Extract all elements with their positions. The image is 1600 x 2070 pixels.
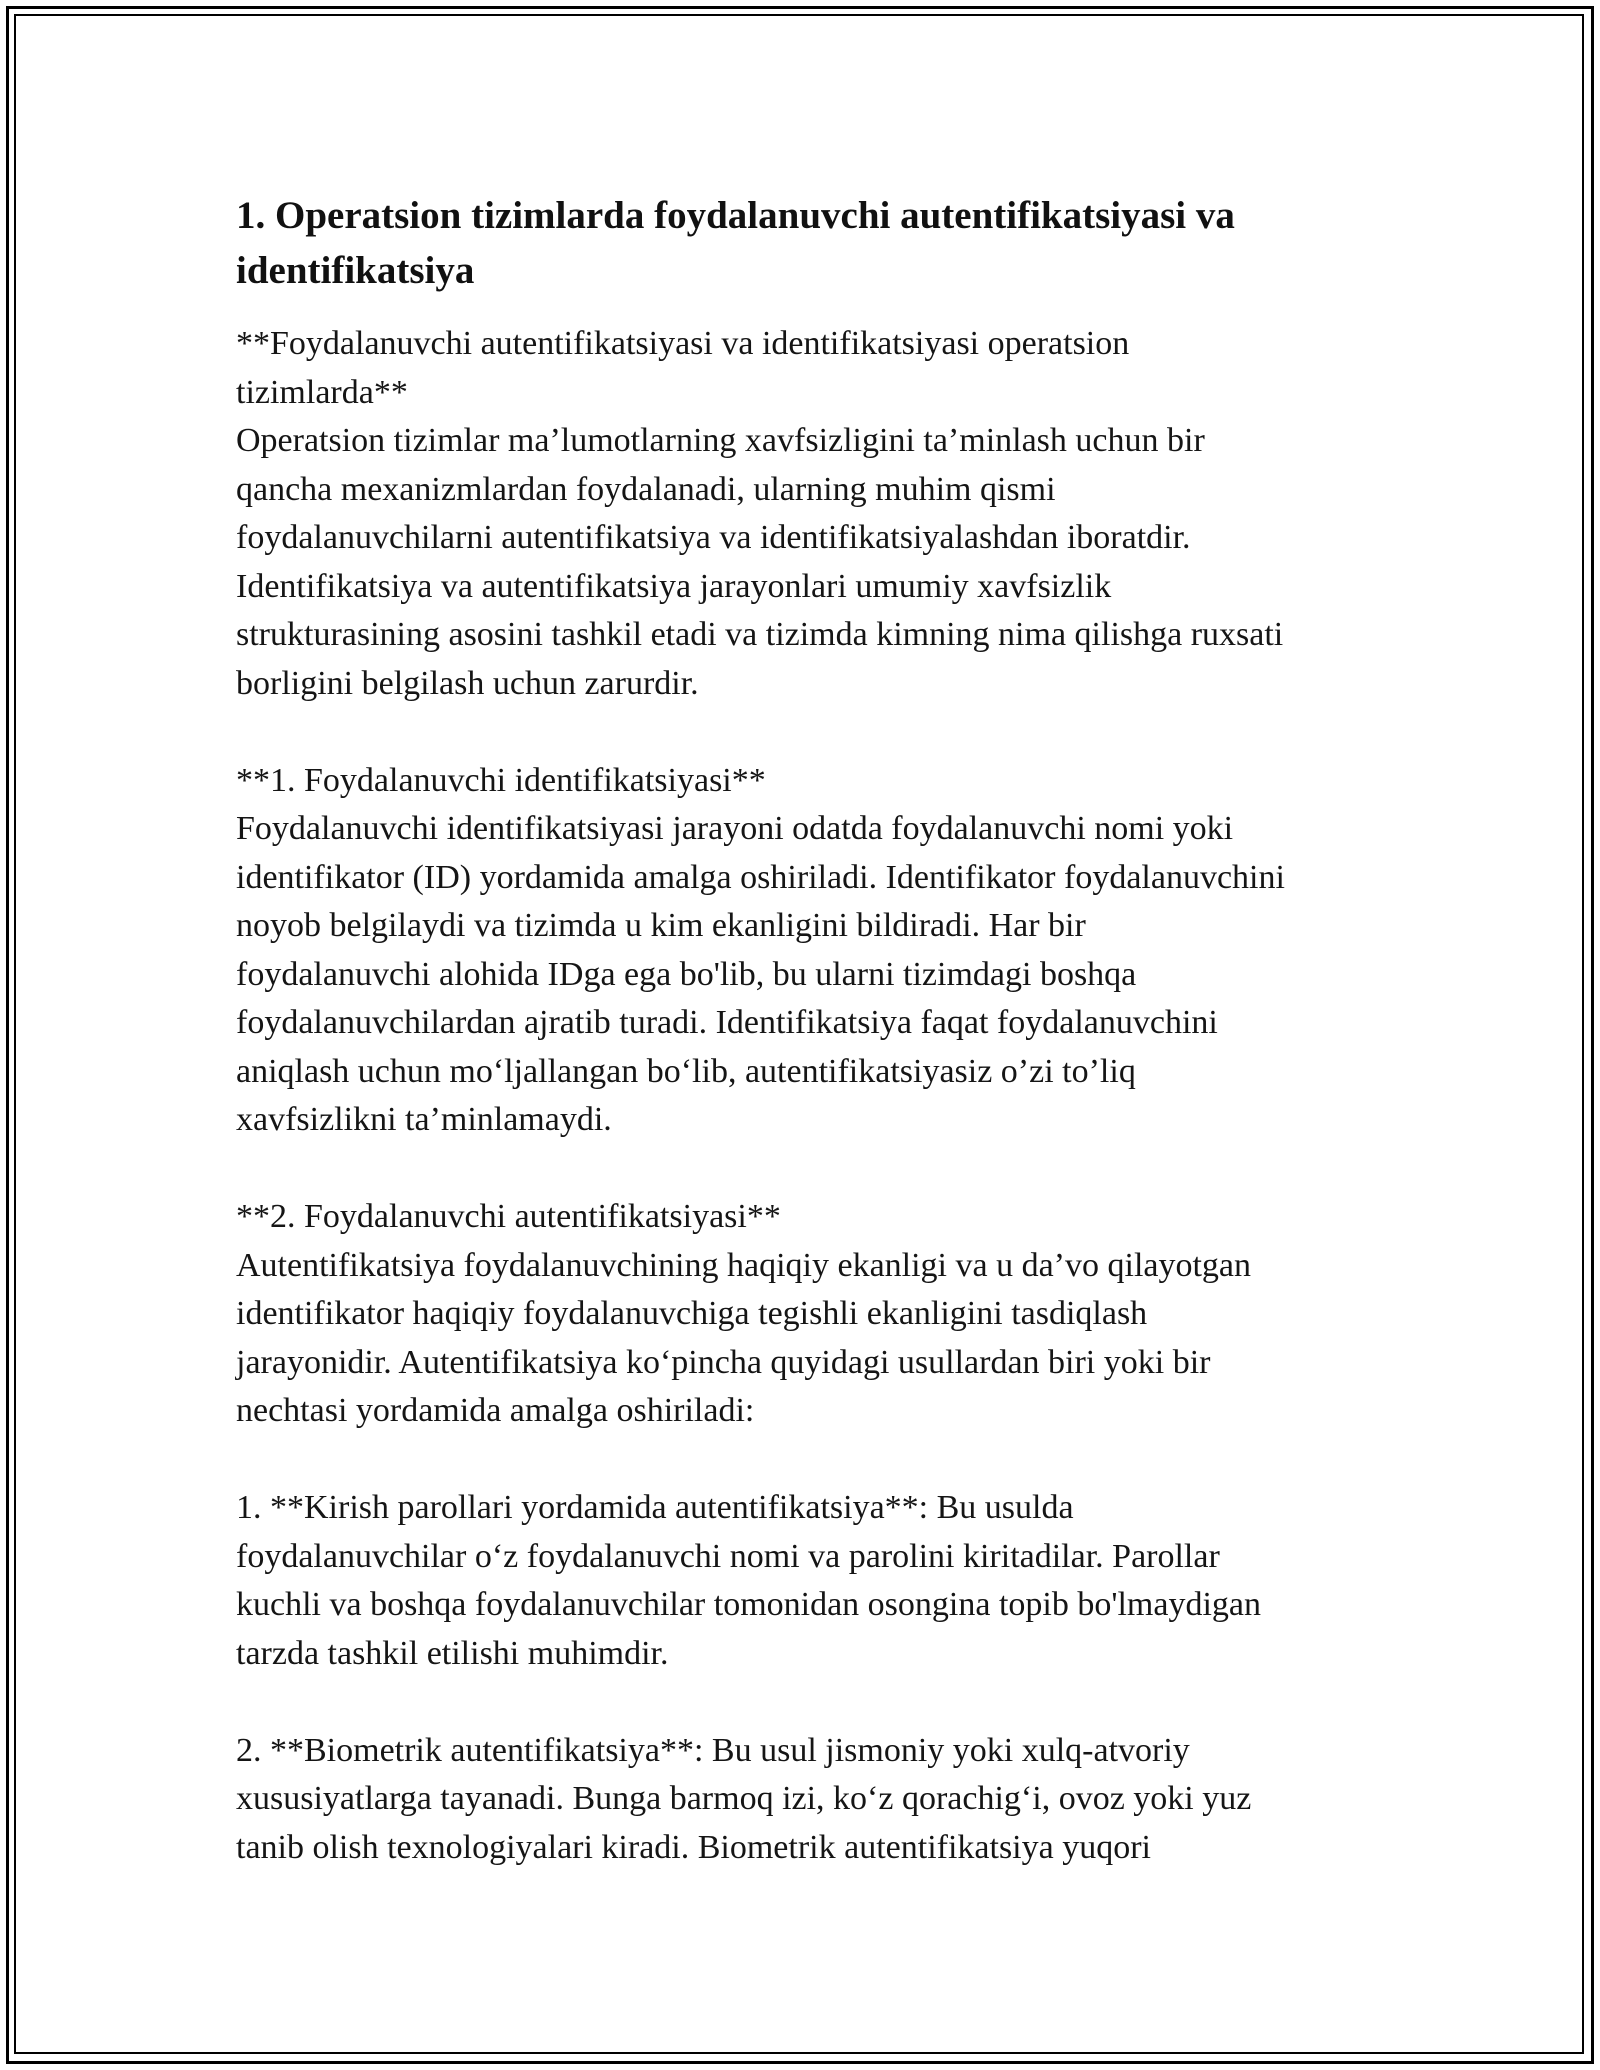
- body-text: **Foydalanuvchi autentifikatsiyasi va identifikatsiyasi operatsion tizimlarda** Operatsion tizimlar ma’lumotlarning xavfsizligini ta’minlash uchun bir qancha mexanizmlardan foydalanadi, ularning muhim qismi foydalanuvchilarni autentifikatsiya va identifikatsiyalashdan iboratdir. Identifikatsiya va autentifikatsiya jarayonlari umumiy xavfsizlik strukturasining asosini tashkil etadi va tizimda kimning nima qilishga ruxsati borligini belgilash uchun zarurdir. **1. Foydalanuvchi identifikatsiyasi** Foydalanuvchi identifikatsiyasi jarayoni odatda foydalanuvchi nomi yoki identifikator (ID) yordamida amalga oshiriladi. Identifikator foydalanuvchini noyob belgilaydi va tizimda u kim ekanligini bildiradi. Har bir foydalanuvchi alohida IDga ega bo'lib, bu ularni tizimdagi boshqa foydalanuvchilardan ajratib turadi. Identifikatsiya faqat foydalanuvchini aniqlash uchun mo‘ljallangan bo‘lib, autentifikatsiyasiz o’zi to’liq xavfsizlikni ta’minlamaydi. **2. Foydalanuvchi autentifikatsiyasi** Autentifikatsiya foydalanuvchining haqiqiy ekanligi va u da’vo qilayotgan identifikator haqiqiy foydalanuvchiga tegishli ekanligini tasdiqlash jarayonidir. Autentifikatsiya ko‘pincha quyidagi usullardan biri yoki bir nechtasi yordamida amalga oshiriladi: 1. **Kirish parollari yordamida autentifikatsiya**: Bu usulda foydalanuvchilar o‘z foydalanuvchi nomi va parolini kiritadilar. Parollar kuchli va boshqa foydalanuvchilar tomonidan osongina topib bo'lmaydigan tarzda tashkil etilishi muhimdir. 2. **Biometrik autentifikatsiya**: Bu usul jismoniy yoki xulq-atvoriy xususiyatlarga tayanadi. Bunga barmoq izi, ko‘z qorachig‘i, ovoz yoki yuz tanib olish texnologiyalari kiradi. Biometrik autentifikatsiya yuqori: [236, 325, 1285, 1866]
- section-heading: 1. Operatsion tizimlarda foydalanuvchi autentifikatsiyasi va identifikatsiya: [236, 194, 1235, 292]
- document-body: [236, 188, 1366, 1872]
